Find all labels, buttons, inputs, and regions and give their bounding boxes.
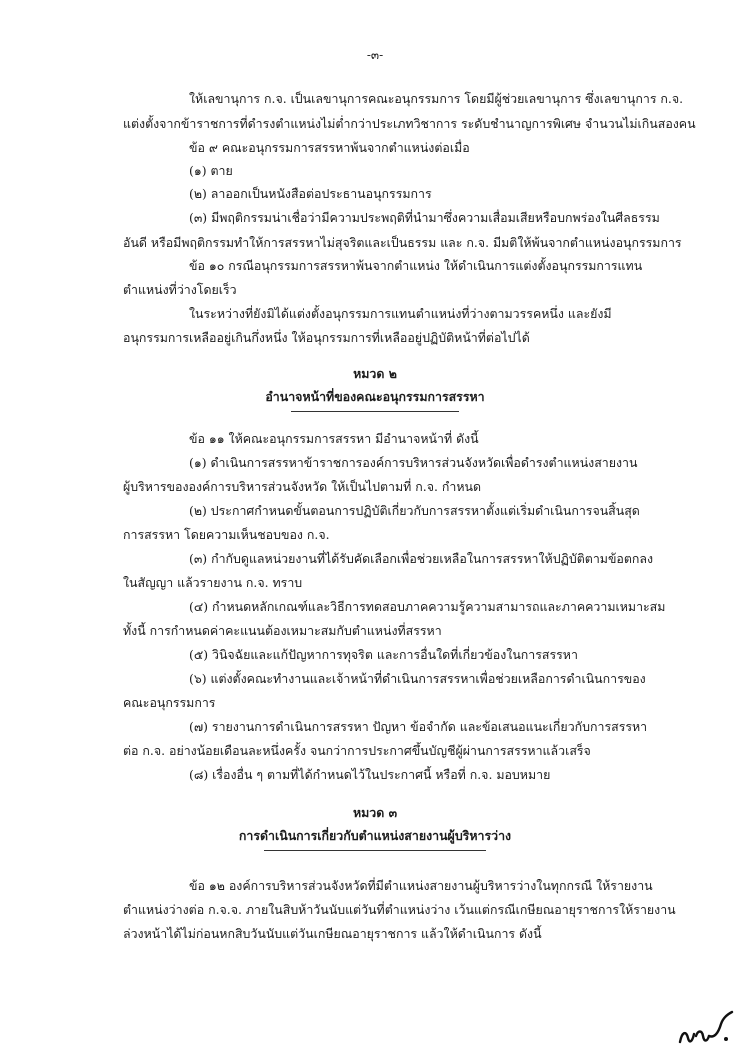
section-2-underline — [291, 411, 459, 412]
text-line: คณะอนุกรรมการ — [123, 695, 216, 710]
text-line: การสรรหา โดยความเห็นชอบของ ก.จ. — [123, 527, 330, 542]
text-line: (๒) ประกาศกำหนดขั้นตอนการปฏิบัติเกี่ยวกับการสรรหาตั้งแต่เริ่มดำเนินการจนสิ้นสุด — [189, 503, 640, 518]
text-line: ในสัญญา แล้วรายงาน ก.จ. ทราบ — [123, 575, 303, 590]
text-line: อนุกรรมการเหลืออยู่เกินกึ่งหนึ่ง ให้อนุกรรมการที่เหลืออยู่ปฏิบัติหน้าที่ต่อไปได้ — [123, 330, 530, 345]
text-line: (๖) แต่งตั้งคณะทำงานและเจ้าหน้าที่ดำเนินการสรรหาเพื่อช่วยเหลือการดำเนินการของ — [189, 671, 646, 686]
text-line: ทั้งนี้ การกำหนดค่าคะแนนต้องเหมาะสมกับตำแหน่งที่สรรหา — [123, 623, 442, 638]
clause-11-title: ข้อ ๑๑ ให้คณะอนุกรรมการสรรหา มีอำนาจหน้าที่ ดังนี้ — [189, 431, 479, 446]
clause-9-item-continued: อันดี หรือมีพฤติกรรมทำให้การสรรหาไม่สุจริตและเป็นธรรม และ ก.จ. มีมติให้พ้นจากตำแหน่งอนุกรรมการ — [123, 235, 682, 250]
section-2-label: หมวด ๒ — [353, 366, 397, 381]
handwritten-initials-signature — [676, 1008, 736, 1048]
text-line: (๓) กำกับดูแลหน่วยงานที่ได้รับคัดเลือกเพื่อช่วยเหลือในการสรรหาให้ปฏิบัติตามข้อตกลง — [189, 551, 654, 566]
text-line: (๗) รายงานการดำเนินการสรรหา ปัญหา ข้อจำกัด และข้อเสนอแนะเกี่ยวกับการสรรหา — [189, 719, 648, 734]
text-line: ข้อ ๑๐ กรณีอนุกรรมการสรรหาพ้นจากตำแหน่ง ให้ดำเนินการแต่งตั้งอนุกรรมการแทน — [189, 258, 643, 273]
section-3-label: หมวด ๓ — [352, 805, 398, 820]
clause-9-item: (๑) ตาย — [189, 163, 233, 178]
text-line: ตำแหน่งที่ว่างโดยเร็ว — [123, 282, 237, 297]
text-line: ผู้บริหารขององค์การบริหารส่วนจังหวัด ให้เป็นไปตามที่ ก.จ. กำหนด — [123, 479, 482, 494]
text-line: แต่งตั้งจากข้าราชการที่ดำรงตำแหน่งไม่ต่ำกว่าประเภทวิชาการ ระดับชำนาญการพิเศษ จำนวนไม่เกินสองคน — [123, 116, 696, 131]
page-number: -๓- — [366, 48, 384, 62]
clause-9-item: (๓) มีพฤติกรรมน่าเชื่อว่ามีความประพฤติที่นำมาซึ่งความเสื่อมเสียหรือบกพร่องในศีลธรรม — [189, 210, 660, 225]
text-line: (๑) ดำเนินการสรรหาข้าราชการองค์การบริหารส่วนจังหวัดเพื่อดำรงตำแหน่งสายงาน — [189, 455, 638, 470]
text-line: ให้เลขานุการ ก.จ. เป็นเลขานุการคณะอนุกรรมการ โดยมีผู้ช่วยเลขานุการ ซึ่งเลขานุการ ก.จ. — [189, 91, 684, 106]
text-line: (๔) กำหนดหลักเกณฑ์และวิธีการทดสอบภาคความรู้ความสามารถและภาคความเหมาะสม — [189, 599, 666, 614]
section-3-underline — [264, 850, 486, 851]
text-line: (๕) วินิจฉัยและแก้ปัญหาการทุจริต และการอื่นใดที่เกี่ยวข้องในการสรรหา — [189, 647, 578, 662]
text-line: ตำแหน่งว่างต่อ ก.จ.จ. ภายในสิบห้าวันนับแต่วันที่ตำแหน่งว่าง เว้นแต่กรณีเกษียณอายุราชการให้รายงาน — [123, 902, 676, 917]
section-2-title: อำนาจหน้าที่ของคณะอนุกรรมการสรรหา — [265, 389, 485, 404]
text-line: (๘) เรื่องอื่น ๆ ตามที่ได้กำหนดไว้ในประกาศนี้ หรือที่ ก.จ. มอบหมาย — [189, 767, 551, 782]
text-line: ต่อ ก.จ. อย่างน้อยเดือนละหนึ่งครั้ง จนกว่าการประกาศขึ้นบัญชีผู้ผ่านการสรรหาแล้วเสร็จ — [123, 743, 591, 758]
clause-9-item: (๒) ลาออกเป็นหนังสือต่อประธานอนุกรรมการ — [189, 186, 432, 201]
text-line: ในระหว่างที่ยังมิได้แต่งตั้งอนุกรรมการแทนตำแหน่งที่ว่างตามวรรคหนึ่ง และยังมี — [189, 306, 612, 321]
clause-12-title: ข้อ ๑๒ องค์การบริหารส่วนจังหวัดที่มีตำแหน่งสายงานผู้บริหารว่างในทุกกรณี ให้รายงาน — [189, 878, 653, 893]
section-3-title: การดำเนินการเกี่ยวกับตำแหน่งสายงานผู้บริหารว่าง — [238, 828, 512, 843]
text-line: ล่วงหน้าได้ไม่ก่อนหกสิบวันนับแต่วันเกษียณอายุราชการ แล้วให้ดำเนินการ ดังนี้ — [123, 926, 542, 941]
clause-9-title: ข้อ ๙ คณะอนุกรรมการสรรหาพ้นจากตำแหน่งต่อเมื่อ — [189, 140, 470, 155]
